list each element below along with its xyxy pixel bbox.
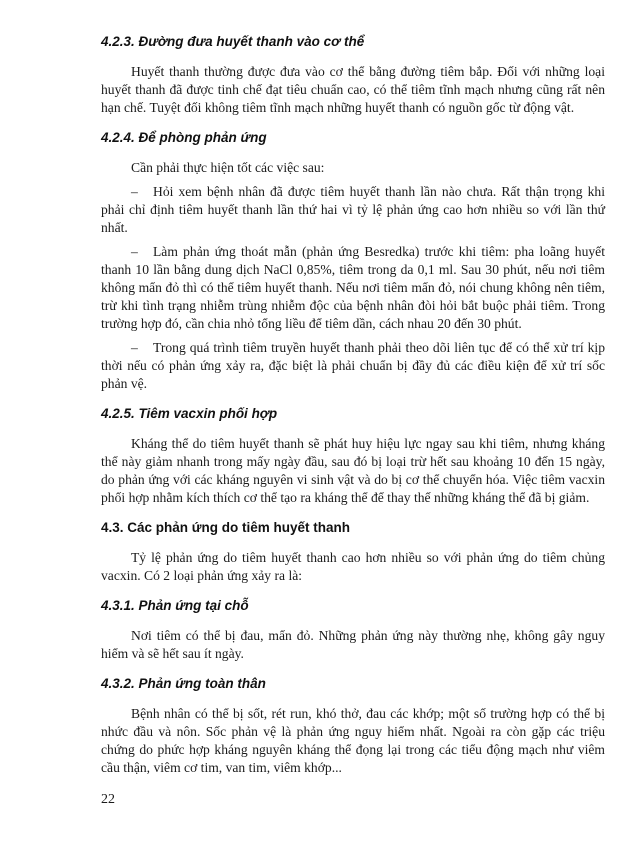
paragraph-4-3-2: Bệnh nhân có thể bị sốt, rét run, khó thở, đau các khớp; một số trường hợp có thể bị nhức đầu và nôn. Sốc phản vệ là phản ứng nguy hiểm nhất. Ngoài ra còn gặp các triệu chứng do phức hợp kháng nguyên kháng thể đọng lại trong các tiểu động mạch như viêm cầu thận, viêm cơ tim, van tim, viêm khớp... bbox=[101, 706, 605, 775]
heading-4-3-1: 4.3.1. Phản ứng tại chỗ bbox=[101, 598, 249, 613]
list-item-3 bbox=[101, 339, 605, 393]
paragraph-4-2-5: Kháng thể do tiêm huyết thanh sẽ phát huy hiệu lực ngay sau khi tiêm, nhưng kháng thể này giảm nhanh trong mấy ngày đầu, sau đó bị loại trừ hết sau khoảng 10 đến 15 ngày, do phản ứng với các kháng nguyên vi sinh vật và do bị cơ thể chuyển hóa. Việc tiêm vacxin phối hợp nhằm kích thích cơ thể tạo ra kháng thể để thay thế những kháng thể đã bị giảm. bbox=[101, 436, 605, 505]
dash-marker: – bbox=[131, 184, 138, 199]
page-content bbox=[101, 33, 605, 777]
list-item-1-text: Hỏi xem bệnh nhân đã được tiêm huyết thanh lần nào chưa. Rất thận trọng khi phải chỉ định tiêm huyết thanh lần thứ hai vì tỷ lệ phản ứng cao hơn nhiều so với lần thứ nhất. bbox=[101, 184, 605, 235]
list-item-3-text: Trong quá trình tiêm truyền huyết thanh phải theo dõi liên tục để có thể xử trí kịp thời nếu có phản ứng xảy ra, đặc biệt là phải chuẩn bị đầy đủ các điều kiện để xử trí sốc phản vệ. bbox=[101, 340, 605, 391]
list-item-2-text: Làm phản ứng thoát mẫn (phản ứng Besredka) trước khi tiêm: pha loãng huyết thanh 10 lần bằng dung dịch NaCl 0,85%, tiêm trong da 0,1 ml. Sau 30 phút, nếu nơi tiêm không mẩn đỏ thì có thể tiêm huyết thanh. Nếu nơi tiêm mẩn đỏ, nói chung không nên tiêm, trừ khi tình trạng nhiễm trùng nhiễm độc của bệnh nhân đòi hỏi bắt buộc phải tiêm. Trong trường hợp đó, cần chia nhỏ tổng liều để tiêm dần, cách nhau 20 đến 30 phút. bbox=[101, 244, 605, 331]
heading-4-2-3: 4.2.3. Đường đưa huyết thanh vào cơ thể bbox=[101, 34, 365, 49]
paragraph-4-2-4-intro: Cần phải thực hiện tốt các việc sau: bbox=[131, 160, 325, 175]
heading-4-2-5: 4.2.5. Tiêm vacxin phối hợp bbox=[101, 406, 278, 421]
heading-4-3: 4.3. Các phản ứng do tiêm huyết thanh bbox=[101, 520, 351, 535]
paragraph-4-3: Tỷ lệ phản ứng do tiêm huyết thanh cao hơn nhiều so với phản ứng do tiêm chủng vacxin. Có 2 loại phản ứng xảy ra là: bbox=[101, 550, 605, 583]
dash-marker: – bbox=[131, 244, 138, 259]
heading-4-2-4: 4.2.4. Để phòng phản ứng bbox=[101, 130, 267, 145]
list-item-2 bbox=[101, 243, 605, 333]
dash-marker: – bbox=[131, 340, 138, 355]
paragraph-4-3-1: Nơi tiêm có thể bị đau, mẩn đỏ. Những phản ứng này thường nhẹ, không gây nguy hiểm và sẽ hết sau ít ngày. bbox=[101, 628, 605, 661]
page-number: 22 bbox=[101, 792, 115, 807]
heading-4-3-2: 4.3.2. Phản ứng toàn thân bbox=[101, 676, 266, 691]
paragraph-4-2-3: Huyết thanh thường được đưa vào cơ thể bằng đường tiêm bắp. Đối với những loại huyết thanh đã được tinh chế đạt tiêu chuẩn cao, có thể tiêm tĩnh mạch nhưng cũng rất nên hạn chế. Tuyệt đối không tiêm tĩnh mạch những huyết thanh có nguồn gốc từ động vật. bbox=[101, 64, 605, 115]
list-item-1 bbox=[101, 183, 605, 237]
